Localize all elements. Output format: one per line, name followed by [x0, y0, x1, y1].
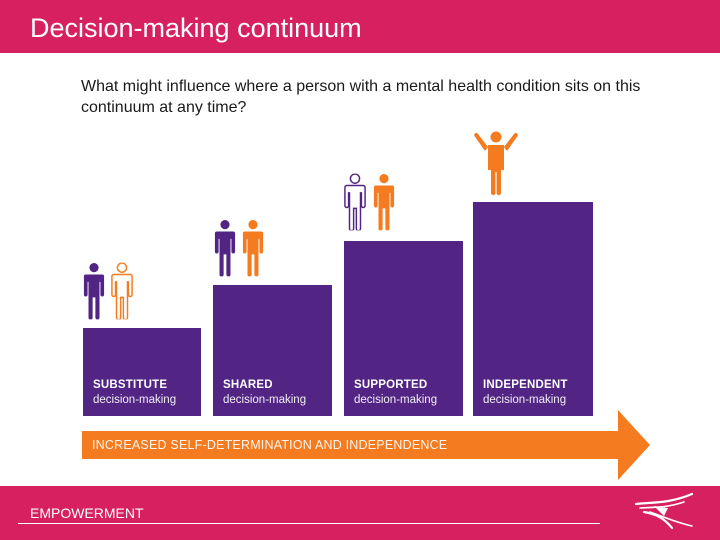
step-supported-subtitle: decision-making	[354, 394, 438, 406]
logo-icon	[634, 492, 696, 532]
step-substitute-title: SUBSTITUTE	[93, 379, 168, 391]
step-shared-label	[223, 378, 306, 408]
step-substitute	[83, 328, 201, 416]
person-orange-outline-icon	[111, 260, 133, 322]
step-substitute-label	[93, 378, 176, 408]
step-supported	[344, 241, 463, 416]
person-purple-icon	[83, 260, 105, 322]
person-orange-cheering-icon	[472, 130, 520, 196]
step-substitute-subtitle: decision-making	[93, 394, 177, 406]
step-independent	[473, 202, 593, 416]
step-shared	[213, 285, 332, 416]
person-orange-icon	[242, 217, 264, 279]
step-shared-title: SHARED	[223, 379, 273, 391]
person-purple-icon	[214, 217, 236, 279]
step-independent-label	[483, 378, 568, 408]
step-shared-subtitle: decision-making	[223, 394, 307, 406]
step-independent-title: INDEPENDENT	[483, 379, 568, 391]
slide-title: Decision-making continuum	[30, 13, 362, 43]
question-text: What might influence where a person with a mental health condition sits on this continuum at any time?	[81, 78, 641, 116]
person-purple-outline-icon	[344, 171, 366, 233]
arrow-label: INCREASED SELF-DETERMINATION AND INDEPENDENCE	[92, 438, 448, 452]
footer-divider	[18, 523, 600, 524]
title-bar	[0, 0, 720, 53]
step-independent-subtitle: decision-making	[483, 394, 567, 406]
step-supported-label	[354, 378, 437, 408]
footer-text: EMPOWERMENT	[30, 505, 144, 521]
person-orange-icon	[373, 171, 395, 233]
step-supported-title: SUPPORTED	[354, 379, 428, 391]
